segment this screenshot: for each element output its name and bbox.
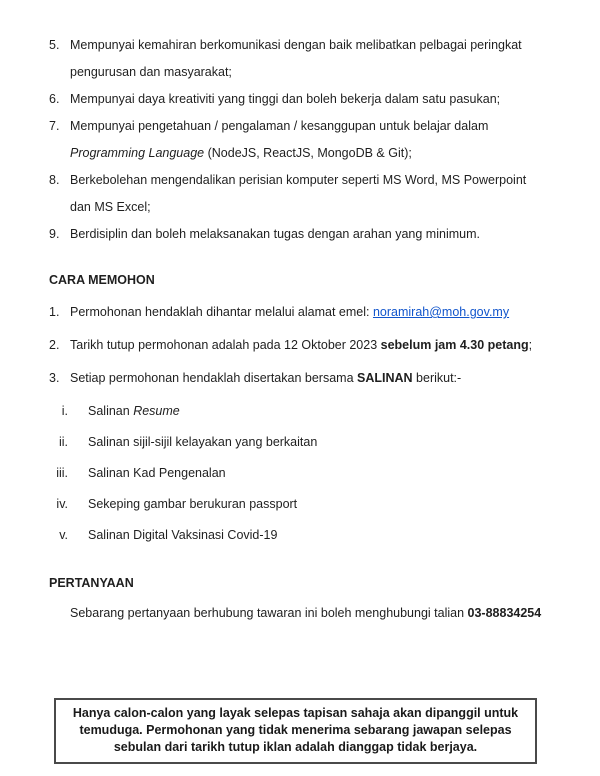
item-text: Salinan Kad Pengenalan [88, 466, 226, 480]
sub-item-v [49, 522, 548, 549]
item-text: Mempunyai kemahiran berkomunikasi dengan baik melibatkan pelbagai peringkat pengurusan dan masyarakat; [70, 38, 522, 79]
item-text: Mempunyai pengetahuan / pengalaman / kesanggupan untuk belajar dalam Programming Language (NodeJS, ReactJS, MongoDB & Git); [70, 119, 489, 160]
item-number: 8. [49, 173, 60, 187]
item-text: Sekeping gambar berukuran passport [88, 497, 298, 511]
item-text: Setiap permohonan hendaklah disertakan bersama SALINAN berikut:- [70, 371, 462, 385]
roman-numeral: i. [61, 404, 68, 418]
italic-text: Programming Language [70, 146, 205, 160]
item-text: Salinan sijil-sijil kelayakan yang berkaitan [88, 435, 318, 449]
pertanyaan-paragraph: Sebarang pertanyaan berhubung tawaran ini boleh menghubungi talian 03-88834254 [70, 606, 542, 620]
email-link[interactable]: noramirah@moh.gov.my [372, 305, 510, 319]
item-text: Tarikh tutup permohonan adalah pada 12 Oktober 2023 sebelum jam 4.30 petang; [70, 338, 533, 352]
cara-item-2 [49, 332, 548, 359]
bold-text: SALINAN [357, 371, 413, 385]
requirement-item-9 [49, 221, 548, 248]
sub-item-iv [49, 491, 548, 518]
item-number: 7. [49, 119, 60, 133]
item-text: Salinan Digital Vaksinasi Covid-19 [88, 528, 278, 542]
item-text: Mempunyai daya kreativiti yang tinggi dan boleh bekerja dalam satu pasukan; [70, 92, 501, 106]
item-number: 1. [49, 305, 60, 319]
sub-item-i [49, 398, 548, 425]
roman-numeral: iii. [56, 466, 68, 480]
requirement-item-6 [49, 86, 548, 113]
roman-numeral: ii. [58, 435, 68, 449]
sub-item-ii [49, 429, 548, 456]
roman-numeral: iv. [56, 497, 68, 511]
item-text: Berdisiplin dan boleh melaksanakan tugas dengan arahan yang minimum. [70, 227, 480, 241]
item-text: Berkebolehan mengendalikan perisian komputer seperti MS Word, MS Powerpoint dan MS Excel; [70, 173, 527, 214]
item-text: Permohonan hendaklah dihantar melalui alamat emel: noramirah@moh.gov.my [70, 305, 510, 319]
notice-box: Hanya calon-calon yang layak selepas tapisan sahaja akan dipanggil untuk temuduga. Permohonan yang tidak menerima sebarang jawapan selepas sebulan dari tarikh tutup iklan adalah dianggap tidak berjaya. [54, 698, 537, 764]
cara-item-3 [49, 365, 548, 392]
cara-memohon-heading: CARA MEMOHON [49, 273, 155, 287]
item-number: 9. [49, 227, 60, 241]
sub-item-iii [49, 460, 548, 487]
item-number: 2. [49, 338, 60, 352]
phone-number: 03-88834254 [467, 606, 542, 620]
italic-text: Resume [133, 404, 180, 418]
requirement-item-7 [49, 113, 548, 167]
roman-numeral: v. [59, 528, 68, 542]
item-number: 3. [49, 371, 60, 385]
cara-item-1 [49, 299, 548, 326]
requirement-item-8 [49, 167, 548, 221]
item-number: 5. [49, 38, 60, 52]
bold-text: sebelum jam 4.30 petang [380, 338, 529, 352]
requirement-item-5 [49, 32, 548, 86]
item-text: Salinan Resume [88, 404, 180, 418]
pertanyaan-heading: PERTANYAAN [49, 576, 134, 590]
item-number: 6. [49, 92, 60, 106]
